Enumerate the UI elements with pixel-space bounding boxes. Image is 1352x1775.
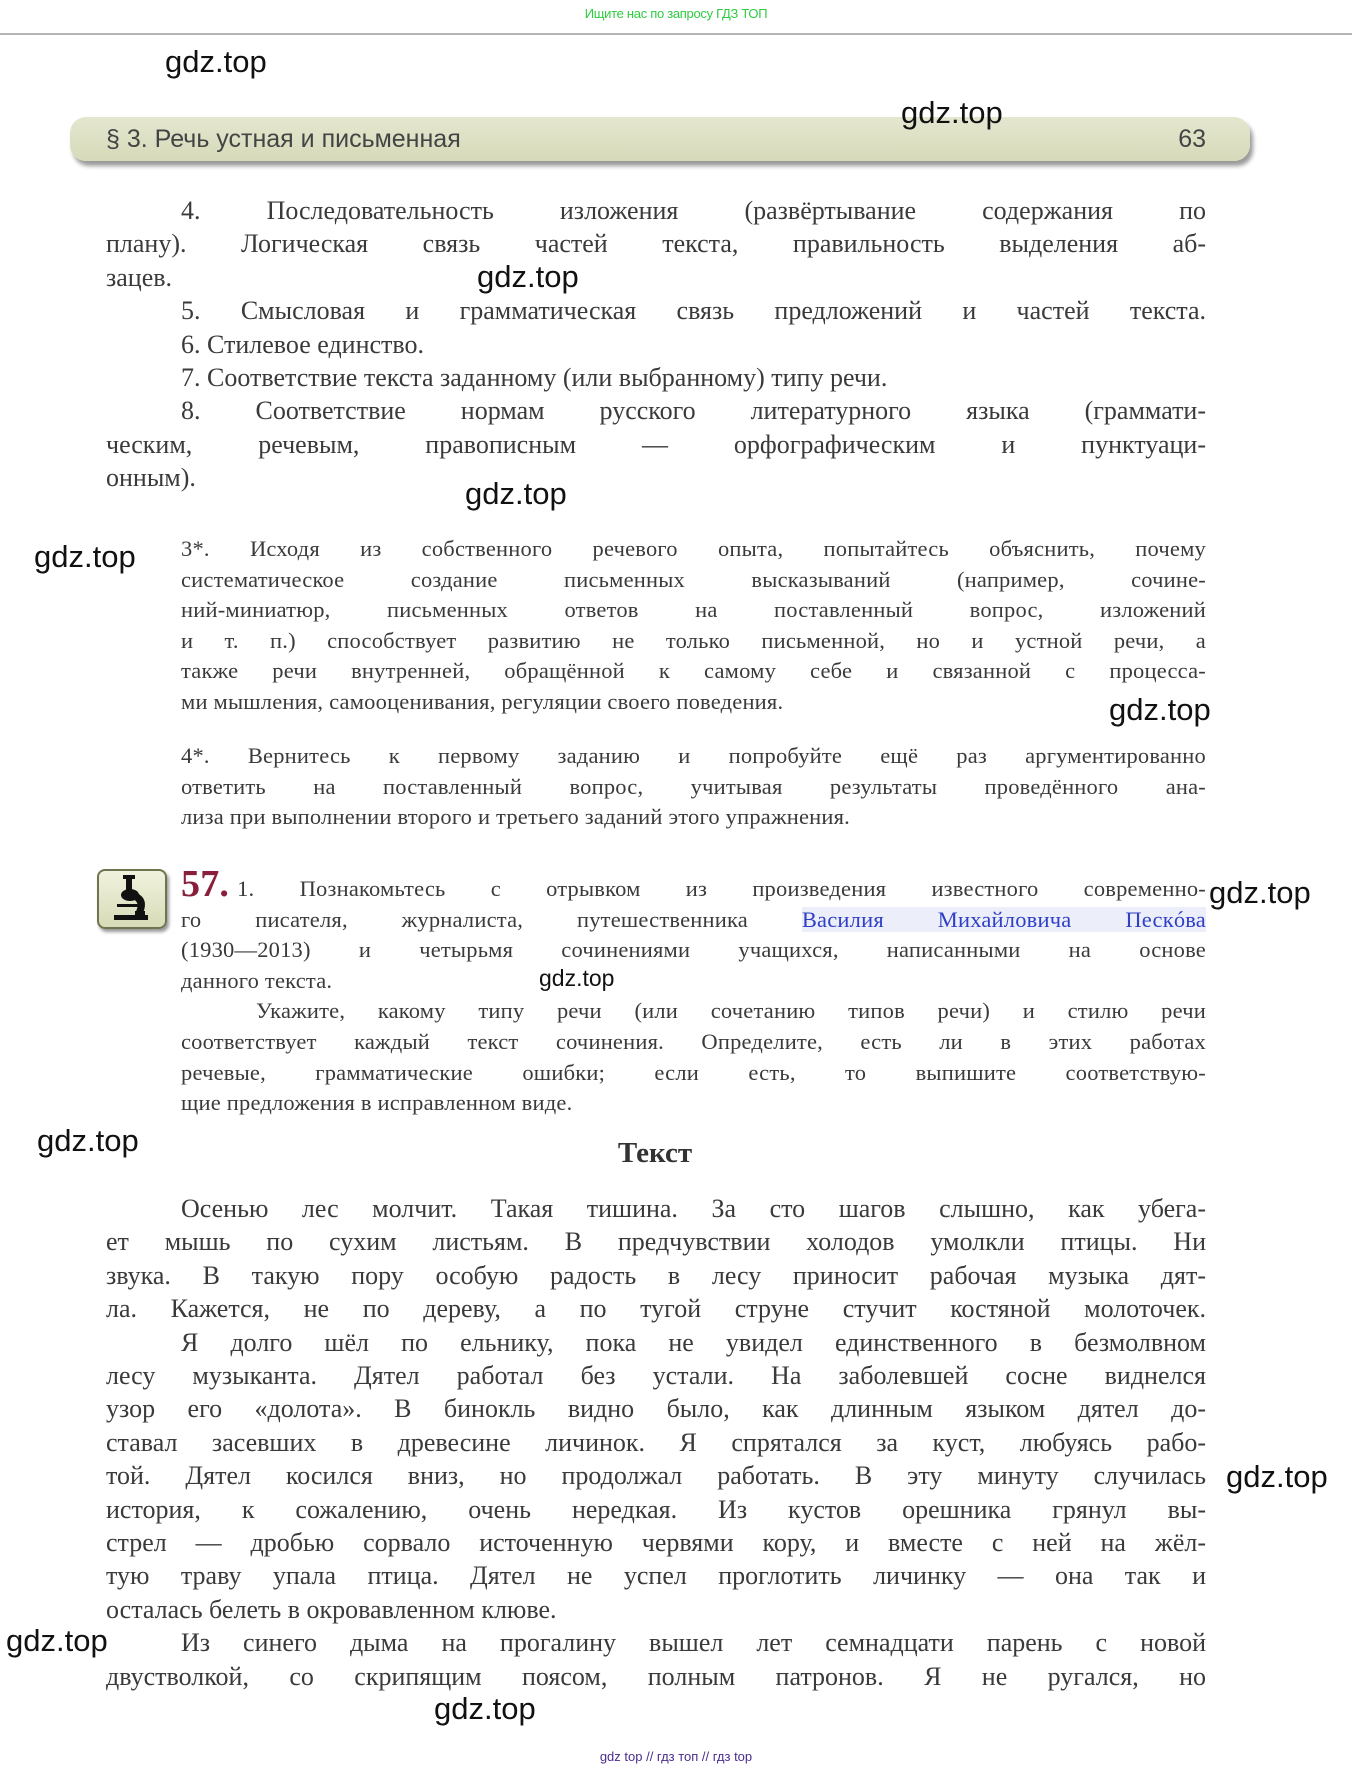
text-line: осталась белеть в окровавленном клюве. — [106, 1594, 557, 1624]
text-segment: го писателя, журналиста, путешественника — [181, 906, 802, 932]
source-text — [106, 1192, 1206, 1693]
footer-links: gdz top // гдз топ // гдз top — [599, 1749, 753, 1764]
section-title: § 3. Речь устная и письменная — [106, 125, 461, 153]
watermark: gdz.top — [6, 1623, 108, 1658]
text-line: ответить на поставленный вопрос, учитывая результаты проведённого ана- — [181, 773, 1206, 799]
author-name: Василия Михайловича Пескóва — [801, 906, 1206, 932]
microscope-icon — [97, 869, 167, 929]
text-line: тую траву упала птица. Дятел не успел проглотить личинку — она так и — [106, 1561, 1206, 1591]
criteria-list — [106, 194, 1206, 495]
divider — [0, 33, 1352, 35]
watermark: gdz.top — [165, 44, 267, 79]
text-heading: Текст — [617, 1137, 693, 1169]
text-line: лесу музыканта. Дятел работал без устали. На заболевшей сосне виднелся — [106, 1361, 1206, 1391]
section-header — [70, 117, 1250, 161]
text-line: 5. Смысловая и грамматическая связь предложений и частей текста. — [181, 296, 1206, 326]
text-line: также речи внутренней, обращённой к самому себе и связанной с процесса- — [181, 658, 1206, 684]
text-line: данного текста. — [181, 967, 333, 993]
watermark: gdz.top — [34, 539, 136, 574]
exercise-57 — [181, 863, 1206, 1119]
text-line: Осенью лес молчит. Такая тишина. За сто шагов слышно, как убега- — [181, 1194, 1206, 1223]
text-line: лиза при выполнении второго и третьего заданий этого упражнения. — [181, 804, 850, 830]
search-banner: Ищите нас по запросу ГДЗ ТОП — [584, 6, 768, 21]
text-line: 3*. Исходя из собственного речевого опыта, попытайтесь объяснить, почему — [181, 536, 1206, 561]
watermark: gdz.top — [37, 1123, 139, 1158]
text-line: систематическое создание письменных высказываний (например, сочине- — [181, 566, 1206, 592]
text-line: Укажите, какому типу речи (или сочетанию типов речи) и стилю речи — [256, 998, 1206, 1024]
text-line: речевые, грамматические ошибки; если есть, то выпишите соответствую- — [181, 1059, 1206, 1085]
watermark: gdz.top — [434, 1691, 536, 1726]
text-line: 4. Последовательность изложения (развёртывание содержания по — [181, 196, 1206, 225]
text-line: ми мышления, самооценивания, регуляции своего поведения. — [181, 688, 784, 714]
text-line: соответствует каждый текст сочинения. Определите, есть ли в этих работах — [181, 1028, 1206, 1054]
text-line: (1930—2013) и четырьмя сочинениями учащихся, написанными на основе — [181, 937, 1206, 963]
text-line: 6. Стилевое единство. — [181, 329, 425, 359]
text-line: звука. В такую пору особую радость в лесу приносит рабочая музыка дят- — [106, 1260, 1206, 1290]
watermark: gdz.top — [465, 476, 567, 511]
text-line: узор его «долота». В бинокль видно было, как длинным языком дятел до- — [106, 1394, 1206, 1424]
text-line: Я долго шёл по ельнику, пока не увидел единственного в безмолвном — [181, 1327, 1206, 1357]
text-line — [181, 905, 1206, 936]
task-3 — [181, 534, 1206, 718]
text-line: той. Дятел косился вниз, но продолжал работать. В эту минуту случилась — [106, 1461, 1206, 1491]
watermark: gdz.top — [901, 95, 1003, 130]
text-line: щие предложения в исправленном виде. — [181, 1090, 573, 1116]
text-line: ет мышь по сухим листьям. В предчувствии холодов умолкли птицы. Ни — [106, 1227, 1206, 1257]
text-line: ла. Кажется, не по дереву, а по тугой струне стучит костяной молоточек. — [106, 1294, 1206, 1324]
text-line: ставал засевших в древесине личинок. Я спрятался за куст, любуясь рабо- — [106, 1427, 1206, 1457]
watermark: gdz.top — [477, 259, 579, 294]
text-line: ческим, речевым, правописным — орфографическим и пунктуаци- — [106, 429, 1206, 459]
text-line: онным). — [106, 463, 196, 493]
text-line: 8. Соответствие нормам русского литературного языка (граммати- — [181, 396, 1206, 426]
text-line: стрел — дробью сорвало источенную червями кору, и вместе с ней на жёл- — [106, 1528, 1206, 1558]
text-line: плану). Логическая связь частей текста, правильность выделения аб- — [106, 229, 1206, 259]
watermark: gdz.top — [539, 965, 615, 991]
text-line: двустволкой, со скрипящим поясом, полным патронов. Я не ругался, но — [106, 1661, 1206, 1691]
task-4 — [181, 741, 1206, 833]
text-line: 4*. Вернитесь к первому заданию и попробуйте ещё раз аргументированно — [181, 743, 1206, 768]
text-line: зацев. — [106, 262, 173, 292]
text-line: Из синего дыма на прогалину вышел лет семнадцати парень с новой — [181, 1628, 1206, 1658]
exercise-number: 57. — [181, 863, 230, 905]
text-line: и т. п.) способствует развитию не только письменной, но и устной речи, а — [181, 627, 1206, 653]
text-line: 7. Соответствие текста заданному (или выбранному) типу речи. — [181, 363, 888, 393]
text-segment: 1. Познакомьтесь с отрывком из произведения известного современно- — [237, 876, 1206, 901]
text-line — [181, 863, 1206, 905]
text-line: ний-миниатюр, письменных ответов на поставленный вопрос, изложений — [181, 597, 1206, 623]
watermark: gdz.top — [1226, 1459, 1328, 1494]
page-number: 63 — [1178, 125, 1206, 153]
watermark: gdz.top — [1209, 875, 1311, 910]
text-line: история, к сожалению, очень нередкая. Из кустов орешника грянул вы- — [106, 1494, 1206, 1524]
watermark: gdz.top — [1109, 692, 1211, 727]
